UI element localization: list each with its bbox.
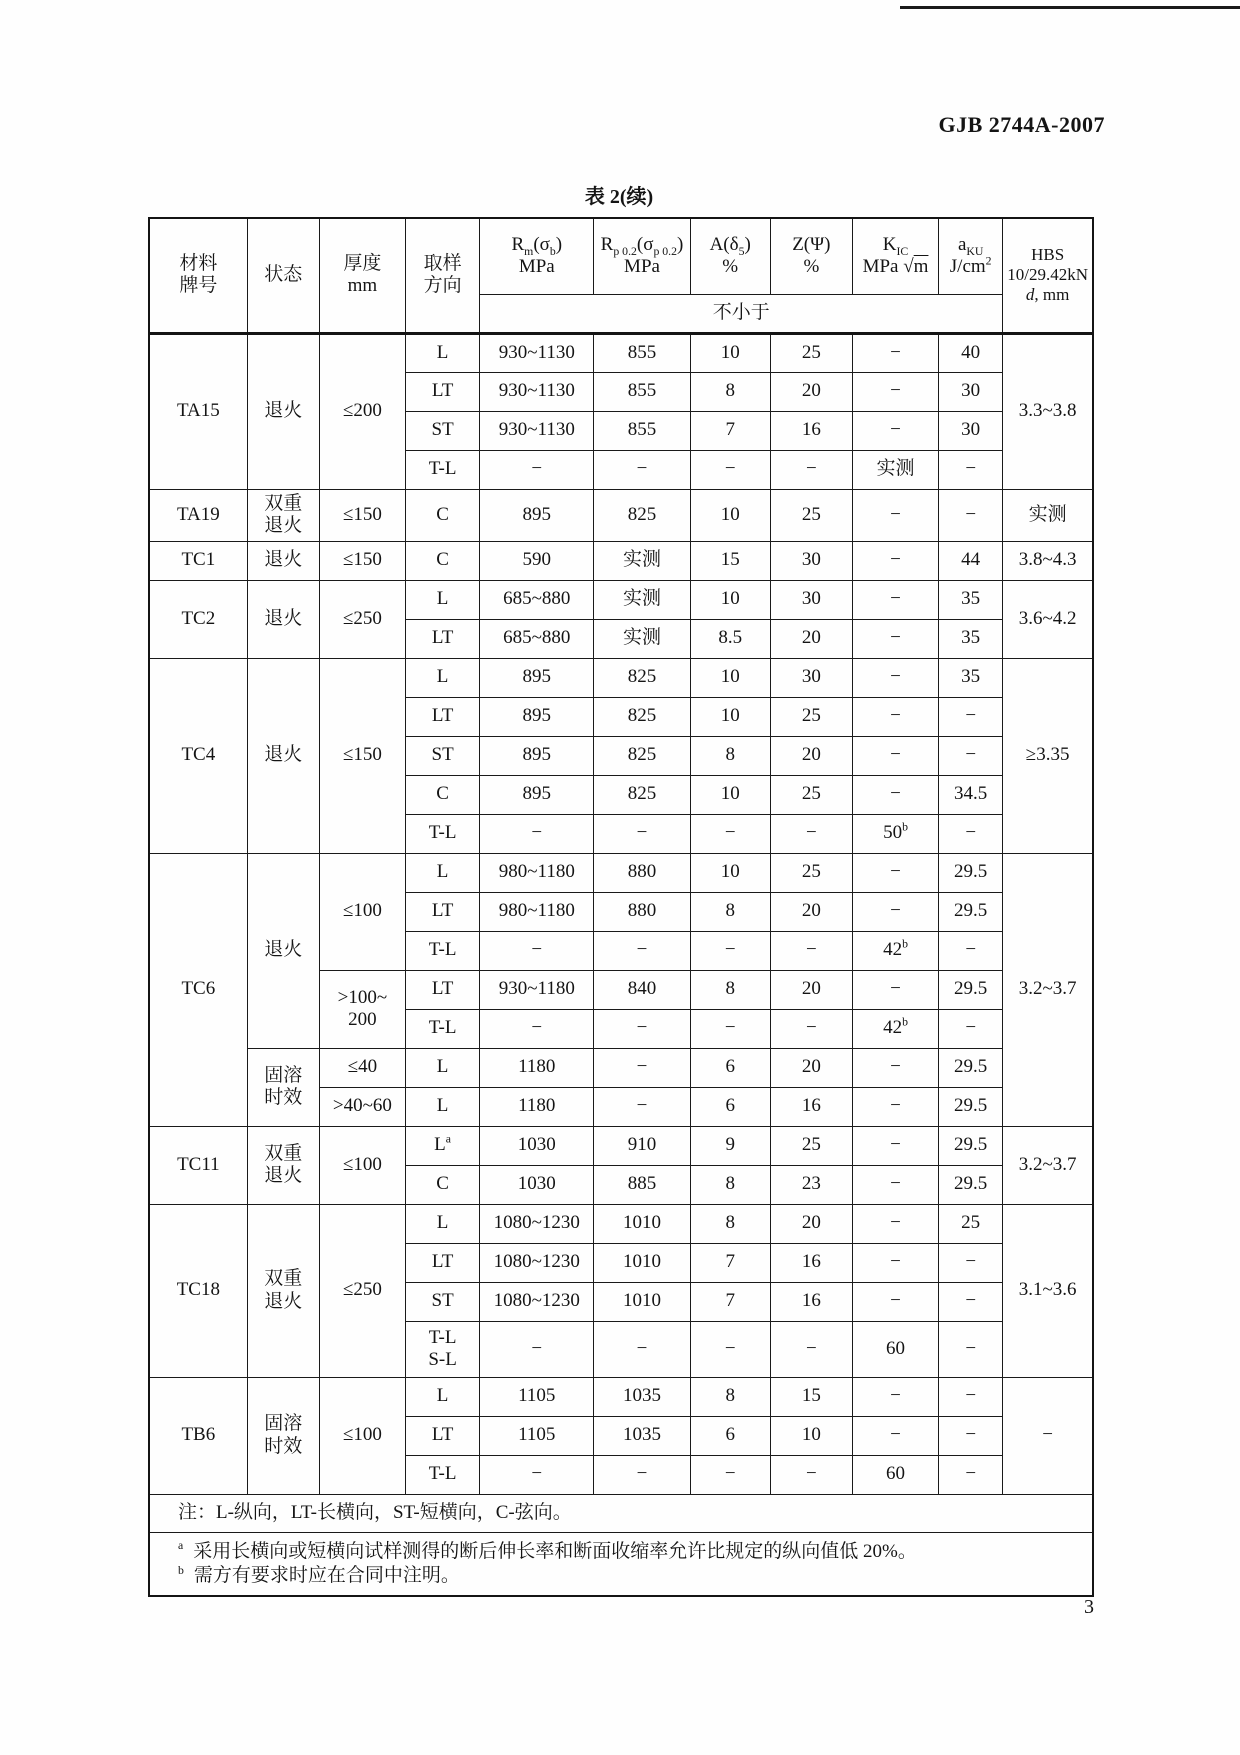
hbs-cell: 3.3~3.8: [1003, 333, 1093, 489]
value-cell: −: [852, 736, 938, 775]
value-cell: 20: [770, 1204, 852, 1243]
value-cell: −: [852, 411, 938, 450]
value-cell: −: [480, 1321, 594, 1377]
value-cell: −: [690, 1321, 770, 1377]
value-cell: 855: [594, 411, 690, 450]
doc-number: GJB 2744A-2007: [938, 112, 1105, 137]
hbs-cell: ≥3.35: [1003, 658, 1093, 853]
value-cell: 1030: [480, 1126, 594, 1165]
value-cell: 1180: [480, 1087, 594, 1126]
direction-cell: T-L: [406, 814, 480, 853]
col-header-rm: $R_m(\sigma_b)$ MPa: [480, 218, 594, 294]
direction-cell: ST: [406, 736, 480, 775]
value-cell: 29.5: [939, 970, 1003, 1009]
value-cell: 42$^b$: [852, 931, 938, 970]
thickness-cell: >100~ 200: [319, 970, 405, 1048]
value-cell: 25: [770, 697, 852, 736]
value-cell: −: [852, 775, 938, 814]
value-cell: 29.5: [939, 1126, 1003, 1165]
value-cell: 980~1180: [480, 853, 594, 892]
footnote-b: [172, 1565, 1082, 1587]
value-cell: 42$^b$: [852, 1009, 938, 1048]
value-cell: 25: [770, 489, 852, 541]
direction-cell: T-L: [406, 1455, 480, 1494]
state-cell: 退火: [247, 541, 319, 580]
value-cell: 30: [770, 541, 852, 580]
value-cell: 20: [770, 1048, 852, 1087]
value-cell: 1010: [594, 1282, 690, 1321]
value-cell: −: [852, 619, 938, 658]
value-cell: −: [939, 1243, 1003, 1282]
value-cell: 实测: [594, 580, 690, 619]
direction-cell: L: [406, 333, 480, 372]
direction-cell: LT: [406, 970, 480, 1009]
col-header-direction: 取样 方向: [406, 218, 480, 333]
value-cell: −: [852, 1165, 938, 1204]
value-cell: 1080~1230: [480, 1282, 594, 1321]
value-cell: −: [480, 1455, 594, 1494]
direction-cell: $L^a$: [406, 1126, 480, 1165]
value-cell: 930~1180: [480, 970, 594, 1009]
value-cell: 20: [770, 970, 852, 1009]
value-cell: −: [480, 814, 594, 853]
value-cell: 840: [594, 970, 690, 1009]
direction-cell: L: [406, 1087, 480, 1126]
value-cell: −: [690, 931, 770, 970]
table-footnotes: [149, 1532, 1093, 1596]
value-cell: 10: [770, 1416, 852, 1455]
value-cell: −: [852, 1204, 938, 1243]
col-header-state: 状态: [247, 218, 319, 333]
state-cell: 退火: [247, 580, 319, 658]
value-cell: 8: [690, 1204, 770, 1243]
table-row: [149, 1204, 1093, 1243]
value-cell: 10: [690, 489, 770, 541]
material-cell: TC6: [149, 853, 247, 1126]
value-cell: 1035: [594, 1377, 690, 1416]
thickness-cell: ≤100: [319, 1126, 405, 1204]
direction-cell: L: [406, 580, 480, 619]
col-header-reduction: Z(Ψ) %: [770, 218, 852, 294]
direction-cell: L: [406, 1204, 480, 1243]
thickness-cell: >40~60: [319, 1087, 405, 1126]
direction-cell: C: [406, 775, 480, 814]
value-cell: 29.5: [939, 853, 1003, 892]
value-cell: 895: [480, 736, 594, 775]
hbs-cell: 3.2~3.7: [1003, 1126, 1093, 1204]
value-cell: −: [852, 970, 938, 1009]
value-cell: 1010: [594, 1204, 690, 1243]
value-cell: −: [690, 1009, 770, 1048]
thickness-cell: ≤150: [319, 489, 405, 541]
value-cell: −: [852, 697, 938, 736]
value-cell: 1035: [594, 1416, 690, 1455]
col-header-elongation: $A(\delta_5)$ %: [690, 218, 770, 294]
value-cell: 980~1180: [480, 892, 594, 931]
value-cell: −: [852, 1416, 938, 1455]
value-cell: −: [852, 489, 938, 541]
value-cell: 6: [690, 1048, 770, 1087]
value-cell: 16: [770, 1087, 852, 1126]
value-cell: 895: [480, 775, 594, 814]
value-cell: −: [594, 1009, 690, 1048]
state-cell: 双重 退火: [247, 489, 319, 541]
value-cell: 8: [690, 892, 770, 931]
value-cell: 20: [770, 372, 852, 411]
state-cell: 退火: [247, 658, 319, 853]
material-cell: TC18: [149, 1204, 247, 1377]
value-cell: 880: [594, 853, 690, 892]
value-cell: 29.5: [939, 892, 1003, 931]
hbs-cell: 3.2~3.7: [1003, 853, 1093, 1126]
thickness-cell: ≤150: [319, 541, 405, 580]
value-cell: 30: [939, 372, 1003, 411]
value-cell: −: [852, 372, 938, 411]
hbs-cell: 3.6~4.2: [1003, 580, 1093, 658]
hbs-cell: 3.8~4.3: [1003, 541, 1093, 580]
thickness-cell: ≤100: [319, 1377, 405, 1494]
col-header-thickness: 厚度 mm: [319, 218, 405, 333]
value-cell: −: [690, 814, 770, 853]
direction-cell: C: [406, 489, 480, 541]
value-cell: 880: [594, 892, 690, 931]
direction-cell: LT: [406, 892, 480, 931]
value-cell: −: [852, 892, 938, 931]
value-cell: 实测: [852, 450, 938, 489]
value-cell: 20: [770, 736, 852, 775]
table-row: [149, 580, 1093, 619]
value-cell: 29.5: [939, 1048, 1003, 1087]
value-cell: 1080~1230: [480, 1204, 594, 1243]
table-row: [149, 489, 1093, 541]
value-cell: −: [594, 1455, 690, 1494]
table-header: [149, 218, 1093, 333]
value-cell: 590: [480, 541, 594, 580]
direction-cell: L: [406, 658, 480, 697]
col-header-hbs: HBS 10/29.42kN d, mm: [1003, 218, 1093, 333]
value-cell: −: [770, 1455, 852, 1494]
value-cell: 10: [690, 853, 770, 892]
thickness-cell: ≤250: [319, 580, 405, 658]
page-number: 3: [1084, 1596, 1094, 1618]
value-cell: −: [852, 1087, 938, 1126]
col-header-aku: $a_{KU}$ $J/cm^2$: [939, 218, 1003, 294]
value-cell: −: [690, 450, 770, 489]
value-cell: −: [770, 814, 852, 853]
footnote-a-text: 采用长横向或短横向试样测得的断后伸长率和断面收缩率允许比规定的纵向值低 20%。: [193, 1540, 917, 1562]
value-cell: −: [594, 814, 690, 853]
header-rule: [900, 6, 1240, 9]
direction-cell: T-L S-L: [406, 1321, 480, 1377]
value-cell: −: [852, 541, 938, 580]
value-cell: 30: [770, 658, 852, 697]
value-cell: 15: [690, 541, 770, 580]
value-cell: 35: [939, 658, 1003, 697]
table-note: [149, 1494, 1093, 1532]
value-cell: 930~1130: [480, 372, 594, 411]
value-cell: −: [939, 1282, 1003, 1321]
value-cell: 15: [770, 1377, 852, 1416]
footnote-a-marker: a: [178, 1539, 184, 1553]
value-cell: 10: [690, 658, 770, 697]
value-cell: −: [939, 1455, 1003, 1494]
value-cell: 10: [690, 580, 770, 619]
note-legend: 注：L-纵向，LT-长横向，ST-短横向，C-弦向。: [178, 1501, 572, 1523]
value-cell: 8.5: [690, 619, 770, 658]
direction-cell: LT: [406, 1416, 480, 1455]
value-cell: 60: [852, 1321, 938, 1377]
hbs-cell: 实测: [1003, 489, 1093, 541]
value-cell: 855: [594, 333, 690, 372]
value-cell: 16: [770, 1243, 852, 1282]
value-cell: 10: [690, 775, 770, 814]
material-cell: TC2: [149, 580, 247, 658]
value-cell: 1080~1230: [480, 1243, 594, 1282]
value-cell: 8: [690, 736, 770, 775]
value-cell: 35: [939, 580, 1003, 619]
value-cell: 825: [594, 489, 690, 541]
value-cell: −: [480, 450, 594, 489]
value-cell: 16: [770, 1282, 852, 1321]
value-cell: −: [939, 450, 1003, 489]
value-cell: 9: [690, 1126, 770, 1165]
value-cell: 25: [939, 1204, 1003, 1243]
value-cell: 34.5: [939, 775, 1003, 814]
value-cell: 1180: [480, 1048, 594, 1087]
value-cell: 8: [690, 970, 770, 1009]
value-cell: 825: [594, 697, 690, 736]
value-cell: −: [594, 1087, 690, 1126]
direction-cell: T-L: [406, 1009, 480, 1048]
material-cell: TB6: [149, 1377, 247, 1494]
value-cell: 10: [690, 697, 770, 736]
value-cell: 885: [594, 1165, 690, 1204]
value-cell: −: [852, 1126, 938, 1165]
hbs-cell: 3.1~3.6: [1003, 1204, 1093, 1377]
value-cell: −: [770, 931, 852, 970]
direction-cell: T-L: [406, 931, 480, 970]
hbs-cell: −: [1003, 1377, 1093, 1494]
table-body: [149, 333, 1093, 1494]
value-cell: −: [480, 931, 594, 970]
value-cell: 30: [770, 580, 852, 619]
value-cell: −: [939, 489, 1003, 541]
thickness-cell: ≤250: [319, 1204, 405, 1377]
footnote-b-text: 需方有要求时应在合同中注明。: [193, 1564, 460, 1586]
direction-cell: ST: [406, 1282, 480, 1321]
value-cell: −: [852, 1282, 938, 1321]
value-cell: −: [770, 1321, 852, 1377]
table-title: 表 2(续): [584, 186, 654, 208]
value-cell: 25: [770, 333, 852, 372]
table-row: [149, 658, 1093, 697]
value-cell: 825: [594, 736, 690, 775]
value-cell: −: [852, 1243, 938, 1282]
value-cell: −: [480, 1009, 594, 1048]
value-cell: −: [939, 931, 1003, 970]
value-cell: −: [939, 1377, 1003, 1416]
value-cell: −: [852, 1377, 938, 1416]
direction-cell: T-L: [406, 450, 480, 489]
table-row: [149, 1377, 1093, 1416]
value-cell: −: [939, 697, 1003, 736]
value-cell: 40: [939, 333, 1003, 372]
value-cell: 44: [939, 541, 1003, 580]
direction-cell: LT: [406, 1243, 480, 1282]
value-cell: 35: [939, 619, 1003, 658]
value-cell: 895: [480, 489, 594, 541]
value-cell: 7: [690, 411, 770, 450]
value-cell: 910: [594, 1126, 690, 1165]
value-cell: 8: [690, 372, 770, 411]
material-cell: TC1: [149, 541, 247, 580]
value-cell: 685~880: [480, 580, 594, 619]
value-cell: 1030: [480, 1165, 594, 1204]
value-cell: −: [852, 853, 938, 892]
value-cell: 25: [770, 775, 852, 814]
value-cell: 930~1130: [480, 411, 594, 450]
material-cell: TC4: [149, 658, 247, 853]
value-cell: 8: [690, 1377, 770, 1416]
direction-cell: LT: [406, 697, 480, 736]
value-cell: 685~880: [480, 619, 594, 658]
state-cell: 固溶 时效: [247, 1377, 319, 1494]
footnote-b-marker: b: [178, 1563, 184, 1577]
state-cell: 退火: [247, 853, 319, 1048]
value-cell: 1010: [594, 1243, 690, 1282]
value-cell: 25: [770, 853, 852, 892]
value-cell: −: [939, 1416, 1003, 1455]
table-row: [149, 333, 1093, 372]
value-cell: 8: [690, 1165, 770, 1204]
value-cell: 930~1130: [480, 333, 594, 372]
value-cell: 1105: [480, 1377, 594, 1416]
value-cell: 25: [770, 1126, 852, 1165]
value-cell: −: [690, 1455, 770, 1494]
value-cell: 实测: [594, 541, 690, 580]
direction-cell: C: [406, 1165, 480, 1204]
material-properties-table: [148, 217, 1094, 1597]
table-notes: [149, 1494, 1093, 1596]
value-cell: 825: [594, 775, 690, 814]
min-requirement-label: 不小于: [480, 294, 1003, 333]
footnote-a: [172, 1541, 1082, 1563]
value-cell: −: [770, 1009, 852, 1048]
value-cell: 7: [690, 1243, 770, 1282]
value-cell: −: [939, 814, 1003, 853]
value-cell: −: [939, 736, 1003, 775]
value-cell: −: [852, 580, 938, 619]
value-cell: 6: [690, 1087, 770, 1126]
value-cell: −: [939, 1009, 1003, 1048]
value-cell: 60: [852, 1455, 938, 1494]
direction-cell: LT: [406, 619, 480, 658]
value-cell: −: [594, 931, 690, 970]
thickness-cell: ≤150: [319, 658, 405, 853]
thickness-cell: ≤100: [319, 853, 405, 970]
material-cell: TA19: [149, 489, 247, 541]
value-cell: 实测: [594, 619, 690, 658]
value-cell: 895: [480, 697, 594, 736]
value-cell: −: [594, 1048, 690, 1087]
value-cell: −: [852, 658, 938, 697]
direction-cell: L: [406, 1377, 480, 1416]
table-row: [149, 853, 1093, 892]
value-cell: 895: [480, 658, 594, 697]
value-cell: 7: [690, 1282, 770, 1321]
value-cell: −: [594, 450, 690, 489]
material-cell: TC11: [149, 1126, 247, 1204]
thickness-cell: ≤40: [319, 1048, 405, 1087]
value-cell: 10: [690, 333, 770, 372]
direction-cell: ST: [406, 411, 480, 450]
value-cell: 20: [770, 619, 852, 658]
value-cell: 855: [594, 372, 690, 411]
value-cell: 16: [770, 411, 852, 450]
direction-cell: L: [406, 853, 480, 892]
value-cell: −: [852, 333, 938, 372]
col-header-material: 材料 牌号: [149, 218, 247, 333]
state-cell: 退火: [247, 333, 319, 489]
value-cell: −: [770, 450, 852, 489]
value-cell: 29.5: [939, 1165, 1003, 1204]
thickness-cell: ≤200: [319, 333, 405, 489]
direction-cell: LT: [406, 372, 480, 411]
state-cell: 双重 退火: [247, 1204, 319, 1377]
value-cell: 825: [594, 658, 690, 697]
value-cell: 30: [939, 411, 1003, 450]
state-cell: 固溶 时效: [247, 1048, 319, 1126]
value-cell: −: [852, 1048, 938, 1087]
value-cell: 29.5: [939, 1087, 1003, 1126]
direction-cell: L: [406, 1048, 480, 1087]
value-cell: −: [939, 1321, 1003, 1377]
state-cell: 双重 退火: [247, 1126, 319, 1204]
value-cell: 20: [770, 892, 852, 931]
col-header-kic: $K_{IC}$ MPa √m: [852, 218, 938, 294]
table-row: [149, 1048, 1093, 1087]
value-cell: 6: [690, 1416, 770, 1455]
value-cell: 50$^b$: [852, 814, 938, 853]
material-cell: TA15: [149, 333, 247, 489]
table-row: [149, 541, 1093, 580]
col-header-rp02: $R_{p 0.2}(\sigma_{p 0.2})$ MPa: [594, 218, 690, 294]
table-row: [149, 1126, 1093, 1165]
direction-cell: C: [406, 541, 480, 580]
value-cell: 1105: [480, 1416, 594, 1455]
value-cell: 23: [770, 1165, 852, 1204]
value-cell: −: [594, 1321, 690, 1377]
